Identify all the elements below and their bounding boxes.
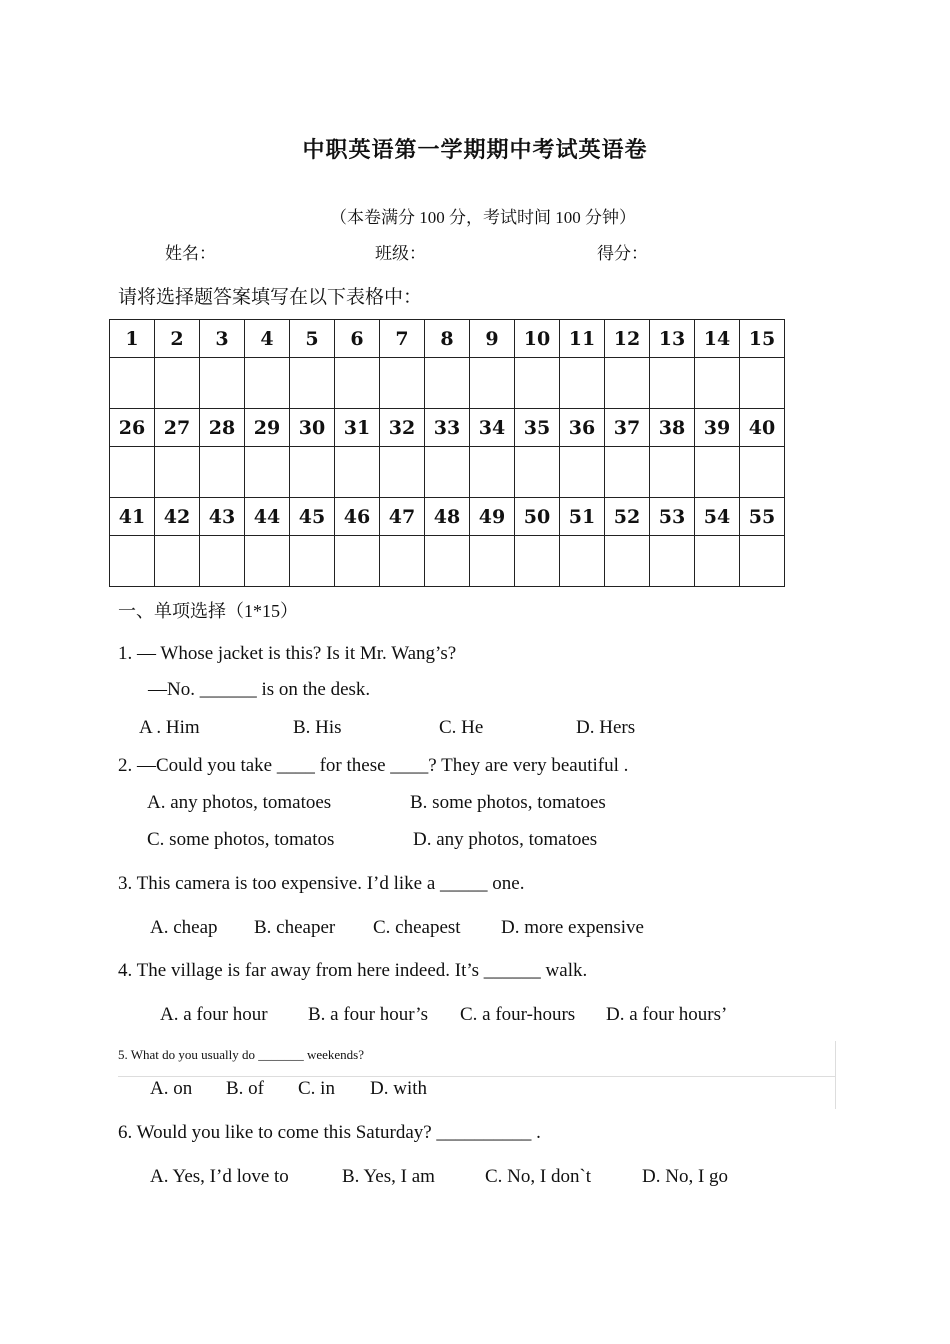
section-heading: 一、单项选择（1*15） xyxy=(118,601,298,621)
question-number-cell: 14 xyxy=(695,320,740,358)
question-1-option-c: C. He xyxy=(439,717,484,738)
answer-cell[interactable] xyxy=(335,536,380,587)
answer-cell[interactable] xyxy=(155,358,200,409)
name-label: 姓名： xyxy=(165,244,216,263)
faint-vertical-rule xyxy=(835,1041,836,1109)
question-number-cell: 13 xyxy=(650,320,695,358)
question-number-cell: 6 xyxy=(335,320,380,358)
answer-cell[interactable] xyxy=(560,536,605,587)
question-4-option-b: B. a four hour’s xyxy=(308,1004,428,1025)
question-number-cell: 12 xyxy=(605,320,650,358)
answer-cell[interactable] xyxy=(470,358,515,409)
question-number-cell: 47 xyxy=(380,498,425,536)
question-2-option-c: C. some photos, tomatos xyxy=(147,829,335,850)
answer-cell[interactable] xyxy=(245,358,290,409)
question-6-option-d: D. No, I go xyxy=(642,1166,729,1187)
answer-cell[interactable] xyxy=(470,536,515,587)
answer-cell[interactable] xyxy=(695,447,740,498)
question-number-cell: 35 xyxy=(515,409,560,447)
question-number-cell: 48 xyxy=(425,498,470,536)
question-number-cell: 50 xyxy=(515,498,560,536)
question-number-cell: 5 xyxy=(290,320,335,358)
answer-cell[interactable] xyxy=(335,447,380,498)
answer-cell[interactable] xyxy=(155,447,200,498)
answer-cell[interactable] xyxy=(740,536,785,587)
question-number-cell: 11 xyxy=(560,320,605,358)
question-5-option-a: A. on xyxy=(150,1078,193,1099)
question-number-cell: 39 xyxy=(695,409,740,447)
answer-cell[interactable] xyxy=(650,447,695,498)
answer-number-row xyxy=(110,409,785,447)
question-number-cell: 8 xyxy=(425,320,470,358)
question-4-option-c: C. a four-hours xyxy=(460,1004,576,1025)
question-number-cell: 26 xyxy=(110,409,155,447)
answer-cell[interactable] xyxy=(605,358,650,409)
answer-cell[interactable] xyxy=(515,536,560,587)
answer-cell[interactable] xyxy=(245,447,290,498)
answer-cell[interactable] xyxy=(605,536,650,587)
answer-cell[interactable] xyxy=(470,447,515,498)
answer-cell[interactable] xyxy=(515,447,560,498)
answer-blank-row xyxy=(110,536,785,587)
answer-cell[interactable] xyxy=(110,447,155,498)
question-number-cell: 3 xyxy=(200,320,245,358)
answer-cell[interactable] xyxy=(605,447,650,498)
answer-blank-row xyxy=(110,447,785,498)
question-number-cell: 15 xyxy=(740,320,785,358)
question-number-cell: 53 xyxy=(650,498,695,536)
answer-cell[interactable] xyxy=(110,536,155,587)
answer-cell[interactable] xyxy=(695,536,740,587)
question-4-option-a: A. a four hour xyxy=(160,1004,268,1025)
question-number-cell: 28 xyxy=(200,409,245,447)
question-number-cell: 7 xyxy=(380,320,425,358)
answer-blank-row xyxy=(110,358,785,409)
question-number-cell: 33 xyxy=(425,409,470,447)
question-number-cell: 27 xyxy=(155,409,200,447)
question-number-cell: 45 xyxy=(290,498,335,536)
question-2-option-b: B. some photos, tomatoes xyxy=(410,792,606,813)
question-number-cell: 37 xyxy=(605,409,650,447)
question-number-cell: 10 xyxy=(515,320,560,358)
question-2-option-d: D. any photos, tomatoes xyxy=(413,829,598,850)
answer-cell[interactable] xyxy=(245,536,290,587)
question-3-option-a: A. cheap xyxy=(150,917,218,938)
answer-cell[interactable] xyxy=(380,536,425,587)
question-number-cell: 30 xyxy=(290,409,335,447)
answer-cell[interactable] xyxy=(695,358,740,409)
question-6-option-a: A. Yes, I’d love to xyxy=(150,1166,289,1187)
question-number-cell: 34 xyxy=(470,409,515,447)
answer-cell[interactable] xyxy=(290,447,335,498)
answer-cell[interactable] xyxy=(110,358,155,409)
question-number-cell: 46 xyxy=(335,498,380,536)
question-5-option-b: B. of xyxy=(226,1078,264,1099)
question-1-option-d: D. Hers xyxy=(576,717,636,738)
answer-cell[interactable] xyxy=(425,536,470,587)
question-6-stem: 6. Would you like to come this Saturday? __________ . xyxy=(118,1122,541,1143)
question-number-cell: 49 xyxy=(470,498,515,536)
answer-cell[interactable] xyxy=(200,447,245,498)
question-number-cell: 52 xyxy=(605,498,650,536)
question-number-cell: 29 xyxy=(245,409,290,447)
answer-cell[interactable] xyxy=(650,536,695,587)
answer-cell[interactable] xyxy=(740,447,785,498)
answer-cell[interactable] xyxy=(200,358,245,409)
answer-cell[interactable] xyxy=(380,358,425,409)
faint-rule xyxy=(118,1076,836,1077)
question-number-cell: 9 xyxy=(470,320,515,358)
question-4-stem: 4. The village is far away from here indeed. It’s ______ walk. xyxy=(118,960,588,981)
question-3-option-c: C. cheapest xyxy=(373,917,461,938)
exam-subtitle: （本卷满分 100 分，考试时间 100 分钟） xyxy=(330,208,636,227)
answer-cell[interactable] xyxy=(560,447,605,498)
question-number-cell: 51 xyxy=(560,498,605,536)
question-number-cell: 4 xyxy=(245,320,290,358)
question-number-cell: 36 xyxy=(560,409,605,447)
answer-cell[interactable] xyxy=(740,358,785,409)
question-4-option-d: D. a four hours’ xyxy=(606,1004,728,1025)
answer-cell[interactable] xyxy=(335,358,380,409)
answer-cell[interactable] xyxy=(425,358,470,409)
answer-instruction: 请将选择题答案填写在以下表格中： xyxy=(118,287,423,308)
question-number-cell: 1 xyxy=(110,320,155,358)
question-number-cell: 43 xyxy=(200,498,245,536)
question-1-stem: 1. — Whose jacket is this? Is it Mr. Wang’s? xyxy=(118,643,457,664)
question-number-cell: 44 xyxy=(245,498,290,536)
question-number-cell: 38 xyxy=(650,409,695,447)
question-1-reply: —No. ______ is on the desk. xyxy=(148,679,371,700)
answer-table xyxy=(109,319,785,587)
question-5-stem: 5. What do you usually do _______ weekends? xyxy=(118,1047,364,1062)
answer-cell[interactable] xyxy=(650,358,695,409)
question-5-option-c: C. in xyxy=(298,1078,335,1099)
question-number-cell: 31 xyxy=(335,409,380,447)
question-6-option-b: B. Yes, I am xyxy=(342,1166,435,1187)
answer-number-row xyxy=(110,498,785,536)
question-2-option-a: A. any photos, tomatoes xyxy=(147,792,332,813)
answer-cell[interactable] xyxy=(155,536,200,587)
question-3-stem: 3. This camera is too expensive. I’d like a _____ one. xyxy=(118,873,525,894)
question-5-option-d: D. with xyxy=(370,1078,427,1099)
question-2-stem: 2. —Could you take ____ for these ____? They are very beautiful . xyxy=(118,755,629,776)
question-6-option-c: C. No, I don`t xyxy=(485,1166,592,1187)
question-3-option-b: B. cheaper xyxy=(254,917,336,938)
answer-cell[interactable] xyxy=(290,358,335,409)
question-3-option-d: D. more expensive xyxy=(501,917,644,938)
question-number-cell: 55 xyxy=(740,498,785,536)
question-1-option-b: B. His xyxy=(293,717,342,738)
score-label: 得分： xyxy=(597,244,648,263)
answer-cell[interactable] xyxy=(560,358,605,409)
question-number-cell: 42 xyxy=(155,498,200,536)
answer-cell[interactable] xyxy=(515,358,560,409)
question-number-cell: 54 xyxy=(695,498,740,536)
question-number-cell: 32 xyxy=(380,409,425,447)
question-number-cell: 2 xyxy=(155,320,200,358)
answer-cell[interactable] xyxy=(425,447,470,498)
question-1-option-a: A . Him xyxy=(139,717,200,738)
answer-cell[interactable] xyxy=(380,447,425,498)
answer-cell[interactable] xyxy=(290,536,335,587)
question-number-cell: 41 xyxy=(110,498,155,536)
question-number-cell: 40 xyxy=(740,409,785,447)
class-label: 班级： xyxy=(375,244,426,263)
answer-number-row xyxy=(110,320,785,358)
answer-cell[interactable] xyxy=(200,536,245,587)
page-title: 中职英语第一学期期中考试英语卷 xyxy=(302,138,648,163)
